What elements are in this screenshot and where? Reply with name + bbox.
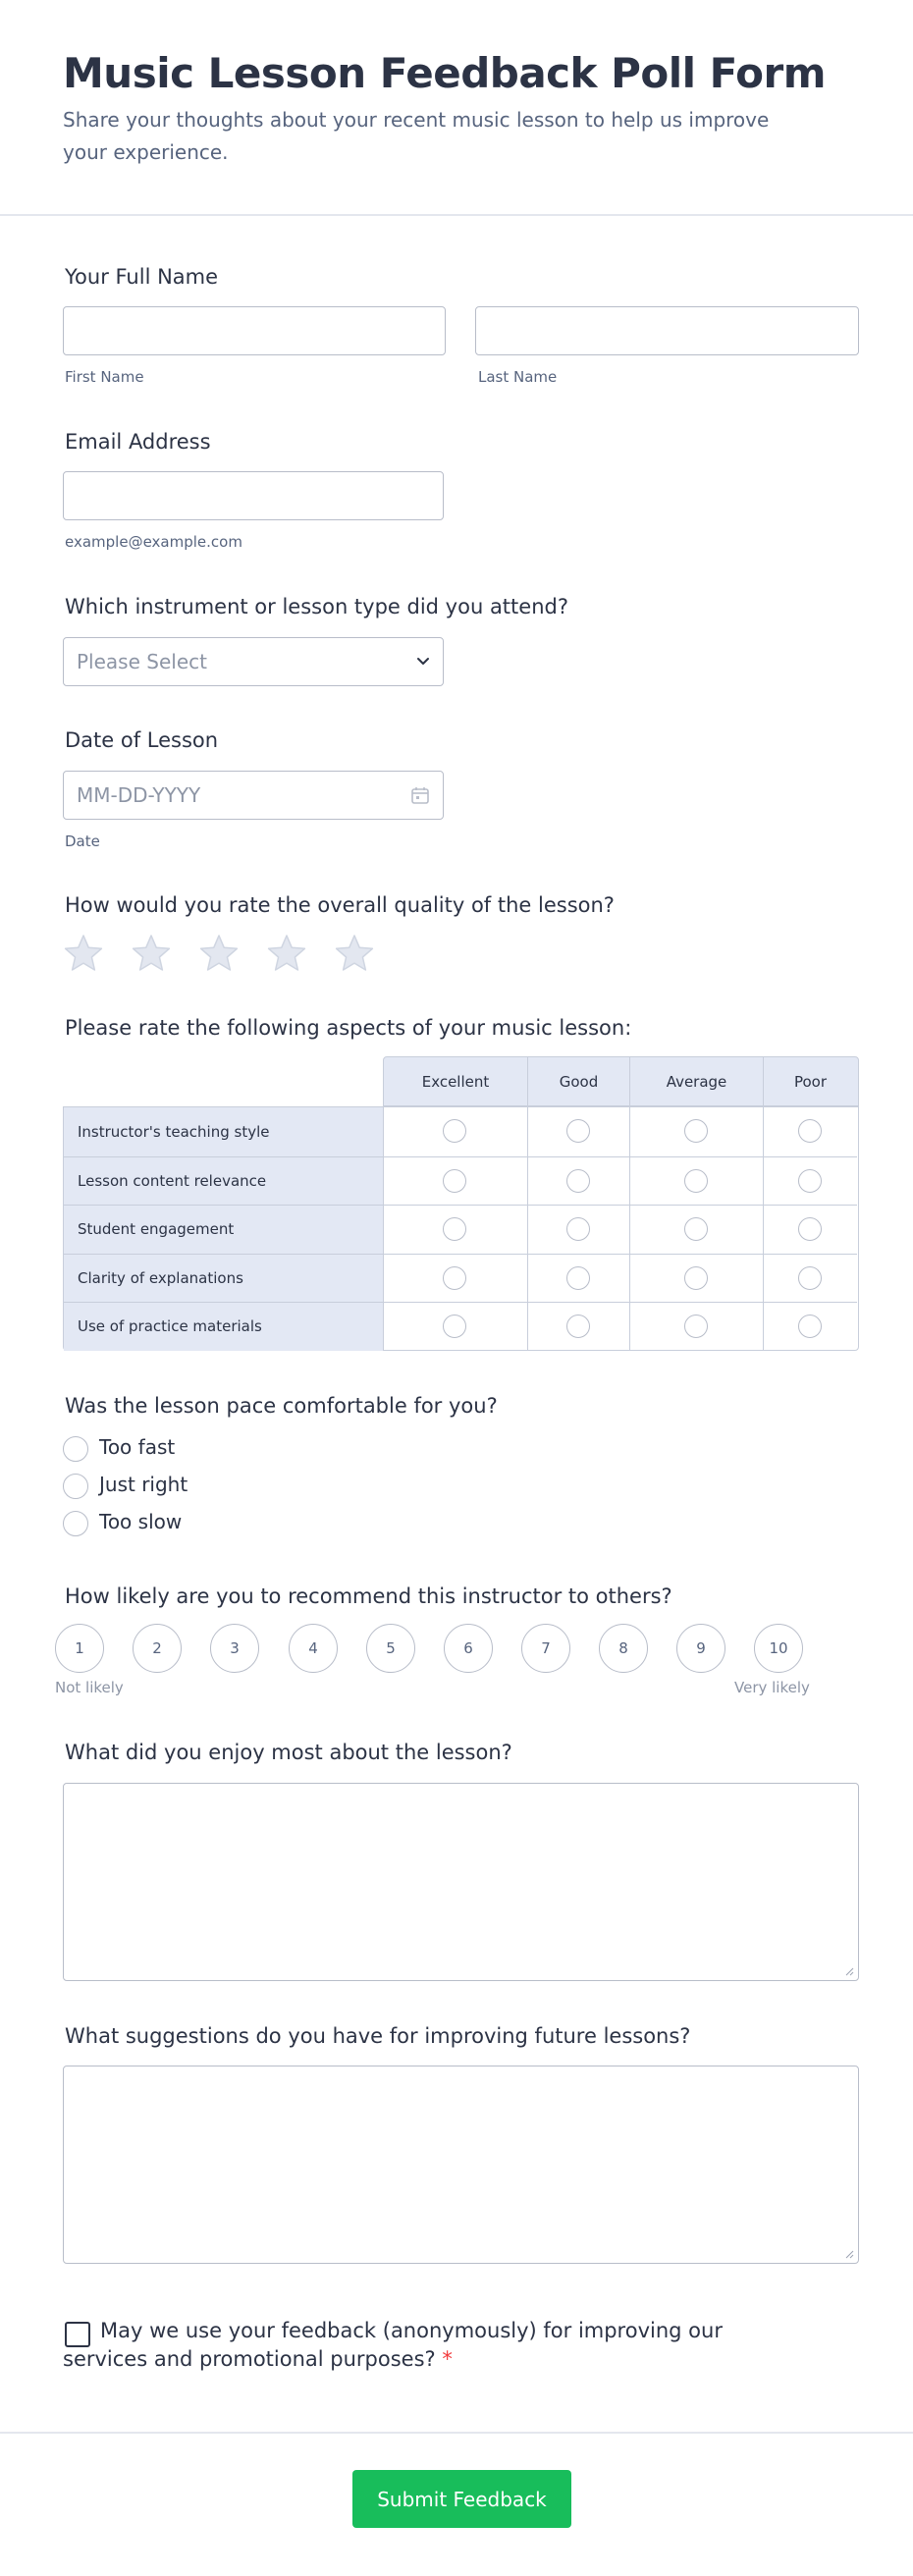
date-placeholder: MM-DD-YYYY bbox=[77, 783, 201, 807]
suggestions-textarea[interactable] bbox=[63, 2066, 859, 2264]
scale-option-3[interactable]: 3 bbox=[210, 1624, 259, 1673]
matrix-radio-poor[interactable] bbox=[798, 1266, 822, 1290]
matrix-divider bbox=[527, 1255, 528, 1303]
matrix-divider bbox=[527, 1303, 528, 1351]
resize-handle-icon[interactable] bbox=[844, 2249, 854, 2259]
matrix-divider bbox=[763, 1255, 764, 1303]
matrix-header-row bbox=[383, 1056, 859, 1106]
matrix-row-label: Student engagement bbox=[64, 1206, 383, 1254]
overall-rating-label: How would you rate the overall quality of the lesson? bbox=[65, 893, 615, 917]
matrix-row-label: Lesson content relevance bbox=[64, 1157, 383, 1206]
scale-option-4[interactable]: 4 bbox=[289, 1624, 338, 1673]
page-subtitle: Share your thoughts about your recent music lesson to help us improve your experience. bbox=[63, 108, 770, 164]
enjoy-textarea[interactable] bbox=[63, 1783, 859, 1981]
scale-option-1[interactable]: 1 bbox=[55, 1624, 104, 1673]
matrix-row bbox=[64, 1156, 857, 1206]
matrix-divider bbox=[629, 1157, 630, 1206]
star-icon[interactable] bbox=[198, 933, 240, 974]
matrix-row-label: Instructor's teaching style bbox=[64, 1107, 383, 1156]
matrix-divider bbox=[383, 1107, 384, 1156]
radio-label: Just right bbox=[99, 1473, 188, 1496]
matrix-divider bbox=[629, 1303, 630, 1351]
matrix-radio-good[interactable] bbox=[566, 1315, 590, 1338]
consent-label bbox=[63, 2317, 770, 2374]
star-icon[interactable] bbox=[334, 933, 375, 974]
instrument-selected-value: Please Select bbox=[77, 650, 207, 673]
form-header bbox=[0, 0, 913, 216]
radio-button[interactable] bbox=[63, 1474, 88, 1499]
matrix-divider bbox=[763, 1157, 764, 1206]
matrix-radio-poor[interactable] bbox=[798, 1119, 822, 1143]
matrix-divider bbox=[383, 1255, 384, 1303]
matrix-radio-excellent[interactable] bbox=[443, 1169, 466, 1193]
matrix-body bbox=[63, 1106, 859, 1351]
matrix-radio-excellent[interactable] bbox=[443, 1217, 466, 1241]
star-icon[interactable] bbox=[266, 933, 307, 974]
matrix-row bbox=[64, 1107, 857, 1156]
star-icon[interactable] bbox=[63, 933, 104, 974]
enjoy-label: What did you enjoy most about the lesson? bbox=[65, 1741, 512, 1764]
resize-handle-icon[interactable] bbox=[844, 1966, 854, 1976]
matrix-row bbox=[64, 1302, 857, 1351]
matrix-column-poor: Poor bbox=[793, 1072, 828, 1091]
recommend-label: How likely are you to recommend this instructor to others? bbox=[65, 1584, 672, 1608]
matrix-divider bbox=[383, 1206, 384, 1254]
matrix-radio-average[interactable] bbox=[684, 1266, 708, 1290]
matrix-radio-good[interactable] bbox=[566, 1119, 590, 1143]
chevron-down-icon bbox=[413, 651, 433, 671]
suggestions-label: What suggestions do you have for improving future lessons? bbox=[65, 2024, 691, 2048]
first-name-sublabel: First Name bbox=[65, 368, 144, 386]
scale-option-10[interactable]: 10 bbox=[754, 1624, 803, 1673]
page-title: Music Lesson Feedback Poll Form bbox=[63, 49, 826, 97]
matrix-divider bbox=[629, 1107, 630, 1156]
matrix-radio-good[interactable] bbox=[566, 1266, 590, 1290]
full-name-label: Your Full Name bbox=[65, 265, 219, 289]
scale-option-6[interactable]: 6 bbox=[444, 1624, 493, 1673]
required-mark: * bbox=[442, 2347, 453, 2371]
matrix-radio-average[interactable] bbox=[684, 1217, 708, 1241]
email-sublabel: example@example.com bbox=[65, 533, 242, 551]
matrix-divider bbox=[763, 1107, 764, 1156]
matrix-radio-average[interactable] bbox=[684, 1119, 708, 1143]
matrix-divider bbox=[763, 1303, 764, 1351]
scale-option-5[interactable]: 5 bbox=[366, 1624, 415, 1673]
radio-button[interactable] bbox=[63, 1436, 88, 1462]
star-icon[interactable] bbox=[131, 933, 172, 974]
last-name-input[interactable] bbox=[475, 306, 859, 355]
radio-button[interactable] bbox=[63, 1511, 88, 1536]
matrix-divider bbox=[527, 1206, 528, 1254]
matrix-row bbox=[64, 1205, 857, 1254]
matrix-divider bbox=[527, 1157, 528, 1206]
email-label: Email Address bbox=[65, 430, 211, 454]
calendar-icon[interactable] bbox=[409, 784, 431, 806]
matrix-radio-excellent[interactable] bbox=[443, 1266, 466, 1290]
matrix-row bbox=[64, 1254, 857, 1303]
star-rating bbox=[63, 933, 416, 976]
matrix-radio-average[interactable] bbox=[684, 1315, 708, 1338]
matrix-radio-good[interactable] bbox=[566, 1217, 590, 1241]
matrix-radio-good[interactable] bbox=[566, 1169, 590, 1193]
matrix-column-excellent: Excellent bbox=[421, 1072, 490, 1091]
matrix-divider bbox=[527, 1107, 528, 1156]
radio-label: Too fast bbox=[99, 1435, 176, 1459]
instrument-select[interactable] bbox=[63, 637, 444, 686]
date-sublabel: Date bbox=[65, 832, 100, 850]
matrix-column-good: Good bbox=[559, 1072, 599, 1091]
email-field[interactable] bbox=[63, 471, 444, 520]
matrix-divider bbox=[763, 1206, 764, 1254]
scale-option-7[interactable]: 7 bbox=[521, 1624, 570, 1673]
radio-label: Too slow bbox=[99, 1510, 183, 1533]
instrument-label: Which instrument or lesson type did you attend? bbox=[65, 595, 568, 618]
date-label: Date of Lesson bbox=[65, 728, 219, 752]
matrix-radio-average[interactable] bbox=[684, 1169, 708, 1193]
matrix-column-average: Average bbox=[666, 1072, 727, 1091]
footer-divider bbox=[0, 2432, 913, 2434]
matrix-radio-poor[interactable] bbox=[798, 1315, 822, 1338]
scale-high-caption: Very likely bbox=[734, 1679, 810, 1696]
last-name-sublabel: Last Name bbox=[478, 368, 558, 386]
date-input[interactable] bbox=[63, 771, 444, 820]
matrix-radio-excellent[interactable] bbox=[443, 1119, 466, 1143]
matrix-row-label: Use of practice materials bbox=[64, 1303, 383, 1351]
scale-option-2[interactable]: 2 bbox=[133, 1624, 182, 1673]
matrix-row-label: Clarity of explanations bbox=[64, 1255, 383, 1303]
matrix-radio-poor[interactable] bbox=[798, 1217, 822, 1241]
aspects-matrix bbox=[63, 1056, 859, 1351]
consent-text: May we use your feedback (anonymously) for improving our services and promotional purposes? bbox=[63, 2319, 723, 2371]
matrix-radio-excellent[interactable] bbox=[443, 1315, 466, 1338]
submit-button[interactable]: Submit Feedback bbox=[352, 2470, 571, 2528]
scale-option-9[interactable]: 9 bbox=[676, 1624, 725, 1673]
matrix-divider bbox=[383, 1303, 384, 1351]
pace-label: Was the lesson pace comfortable for you? bbox=[65, 1394, 498, 1418]
matrix-divider bbox=[629, 1206, 630, 1254]
matrix-radio-poor[interactable] bbox=[798, 1169, 822, 1193]
aspects-label: Please rate the following aspects of your music lesson: bbox=[65, 1016, 632, 1040]
scale-low-caption: Not likely bbox=[55, 1679, 124, 1696]
matrix-divider bbox=[629, 1255, 630, 1303]
first-name-input[interactable] bbox=[63, 306, 446, 355]
scale-option-8[interactable]: 8 bbox=[599, 1624, 648, 1673]
matrix-divider bbox=[383, 1157, 384, 1206]
